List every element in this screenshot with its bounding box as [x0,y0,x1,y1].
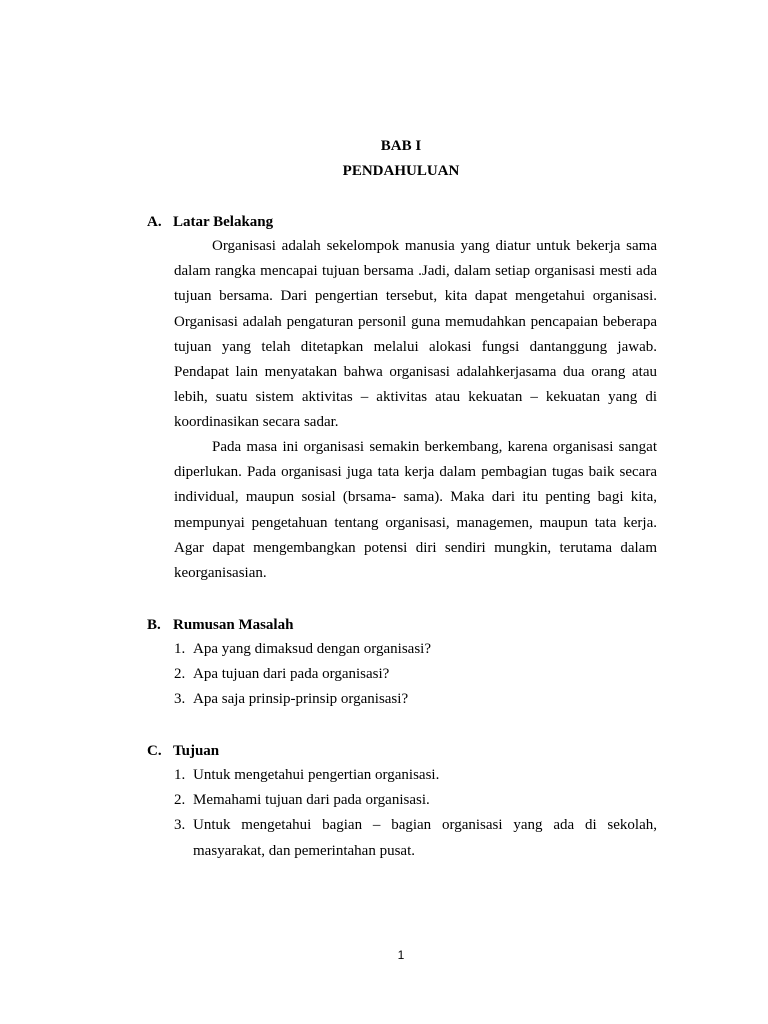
chapter-number: BAB I [380,138,422,154]
list-text: Apa yang dimaksud dengan organisasi? [193,641,432,657]
list-number: 3. [174,691,186,708]
list-item [174,788,657,813]
list-item [174,637,657,662]
chapter-title: PENDAHULUAN [342,163,460,179]
list-text: Untuk mengetahui bagian – bagian organisasi yang ada di sekolah, masyarakat, dan pemerintahan pusat. [193,817,657,859]
section-b-heading [147,615,293,635]
section-b-list [174,637,657,713]
section-b-title: Rumusan Masalah [173,617,294,633]
section-c-letter: C. [147,743,162,759]
section-b-letter: B. [147,617,161,633]
list-item [174,662,657,687]
list-item [174,813,657,863]
section-c-list [174,763,657,864]
list-text: Apa tujuan dari pada organisasi? [193,666,390,683]
list-number: 2. [174,792,186,809]
section-c-title: Tujuan [173,743,220,759]
list-number: 3. [174,817,186,834]
section-a-heading [147,212,273,232]
section-a-letter: A. [147,214,162,230]
list-text: Apa saja prinsip-prinsip organisasi? [193,691,409,708]
section-a-paragraph-1: Organisasi adalah sekelompok manusia yang diatur untuk bekerja sama dalam rangka mencapai tujuan bersama .Jadi, dalam setiap organisasi mesti ada tujuan bersama. Dari pengertian tersebut, kita dapat mengetahui organisasi. Organisasi adalah pengaturan personil guna memudahkan pencapaian beberapa tujuan yang telah ditetapkan melalui alokasi fungsi dantanggung jawab. Pendapat lain menyatakan bahwa organisasi adalahkerjasama dua orang atau lebih, suatu sistem aktivitas – aktivitas atau kekuatan – kekuatan yang di koordinasikan secara sadar. [174,238,657,431]
list-number: 1. [174,641,186,657]
list-text: Memahami tujuan dari pada organisasi. [193,792,430,809]
page-number: 1 [397,948,405,962]
list-item [174,687,657,712]
section-c-heading [147,741,219,761]
list-number: 2. [174,666,186,683]
list-number: 1. [174,767,186,783]
section-a-title: Latar Belakang [173,214,274,230]
list-text: Untuk mengetahui pengertian organisasi. [193,767,440,783]
section-a-paragraph-2: Pada masa ini organisasi semakin berkembang, karena organisasi sangat diperlukan. Pada organisasi juga tata kerja dalam pembagian tugas baik secara individual, maupun sosial (brsama- sama). Maka dari itu penting bagi kita, mempunyai pengetahuan tentang organisasi, managemen, maupun tata kerja. Agar dapat mengembangkan potensi diri sendiri mungkin, terutama dalam keorganisasian. [174,439,657,582]
list-item [174,763,657,788]
